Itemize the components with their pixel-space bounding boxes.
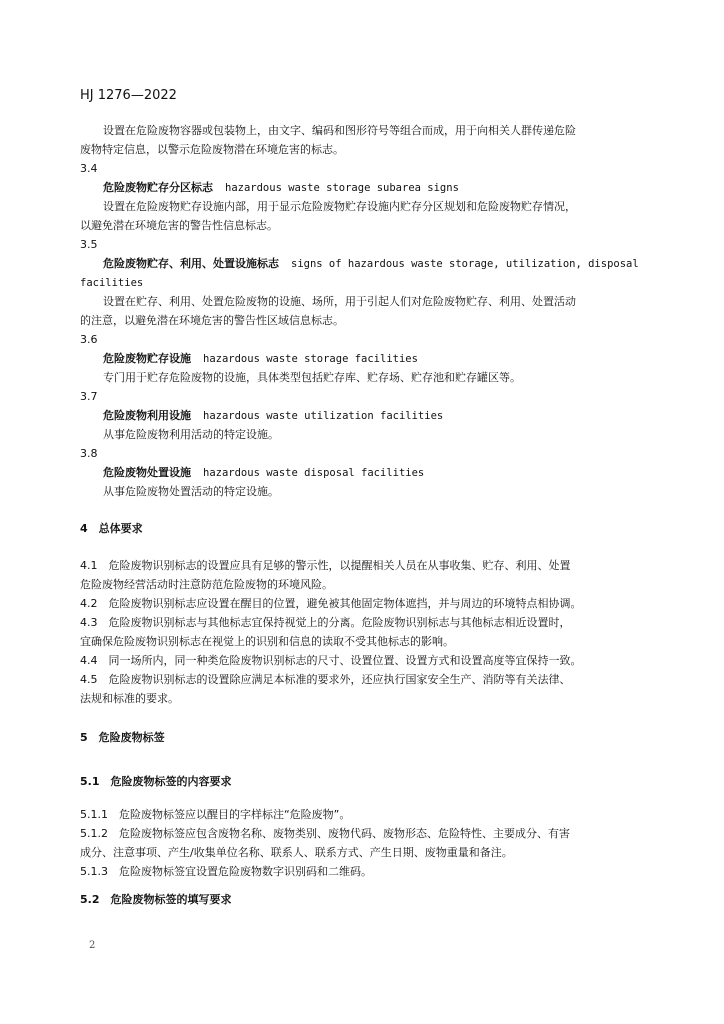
term-3-8-en: hazardous waste disposal facilities [203, 467, 425, 479]
term-3-8-number: 3.8 [80, 447, 98, 460]
term-3-8-title [103, 466, 424, 480]
clause-5-2-heading: 5.2 危险废物标签的填写要求 [80, 893, 232, 906]
clause-4-2: 4.2 危险废物识别标志应设置在醒目的位置，避免被其他固定物体遮挡，并与周边的环境特点相协调。 [80, 597, 582, 610]
clause-5-1-3: 5.1.3 危险废物标签宜设置危险废物数字识别码和二维码。 [80, 865, 372, 878]
term-3-7-title [103, 409, 443, 423]
section-4-heading: 4 总体要求 [80, 522, 143, 535]
term-3-7-number: 3.7 [80, 390, 98, 403]
term-3-4-number: 3.4 [80, 162, 98, 175]
clause-4-3-line-2: 宜确保危险废物识别标志在视觉上的识别和信息的读取不受其他标志的影响。 [80, 635, 454, 648]
term-3-3-definition-line-1: 设置在危险废物容器或包装物上，由文字、编码和图形符号等组合而成，用于向相关人群传递危险 [103, 124, 576, 137]
clause-4-3-line-1: 4.3 危险废物识别标志与其他标志宜保持视觉上的分离。危险废物识别标志与其他标志相近设置时， [80, 616, 571, 629]
term-3-5-en-line-2: facilities [80, 277, 144, 289]
term-3-8-zh: 危险废物处置设施 [103, 466, 191, 479]
term-3-6-definition: 专门用于贮存危险废物的设施，具体类型包括贮存库、贮存场、贮存池和贮存罐区等。 [103, 371, 521, 384]
page-number: 2 [89, 940, 96, 951]
term-3-6-title [103, 352, 418, 366]
term-3-7-zh: 危险废物利用设施 [103, 409, 191, 422]
clause-4-4: 4.4 同一场所内，同一种类危险废物识别标志的尺寸、设置位置、设置方式和设置高度等宜保持一致。 [80, 654, 582, 667]
term-3-4-definition-line-2: 以避免潜在环境危害的警告性信息标志。 [80, 219, 278, 232]
term-3-8-definition: 从事危险废物处置活动的特定设施。 [103, 485, 279, 498]
term-3-4-zh: 危险废物贮存分区标志 [103, 181, 213, 194]
clause-5-1-2-line-1: 5.1.2 危险废物标签应包含废物名称、废物类别、废物代码、废物形态、危险特性、主要成分、有害 [80, 827, 570, 840]
clause-4-5-line-1: 4.5 危险废物识别标志的设置除应满足本标准的要求外，还应执行国家安全生产、消防等有关法律、 [80, 673, 571, 686]
term-3-7-en: hazardous waste utilization facilities [203, 410, 444, 422]
term-3-7-definition: 从事危险废物利用活动的特定设施。 [103, 428, 279, 441]
document-number: HJ 1276—2022 [80, 88, 177, 103]
term-3-6-zh: 危险废物贮存设施 [103, 352, 191, 365]
term-3-4-title [103, 181, 459, 195]
term-3-5-en-line-1: signs of hazardous waste storage, utilization, disposal [291, 258, 639, 270]
term-3-5-title [103, 257, 639, 271]
term-3-6-en: hazardous waste storage facilities [203, 353, 418, 365]
clause-5-1-2-line-2: 成分、注意事项、产生/收集单位名称、联系人、联系方式、产生日期、废物重量和备注。 [80, 846, 513, 859]
term-3-4-en: hazardous waste storage subarea signs [225, 182, 459, 194]
term-3-6-number: 3.6 [80, 333, 98, 346]
term-3-5-definition-line-2: 的注意，以避免潜在环境危害的警告性区域信息标志。 [80, 314, 344, 327]
term-3-5-definition-line-1: 设置在贮存、利用、处置危险废物的设施、场所，用于引起人们对危险废物贮存、利用、处置活动 [103, 295, 576, 308]
clause-4-5-line-2: 法规和标准的要求。 [80, 692, 179, 705]
term-3-5-zh: 危险废物贮存、利用、处置设施标志 [103, 257, 279, 270]
term-3-5-number: 3.5 [80, 238, 98, 251]
section-5-heading: 5 危险废物标签 [80, 731, 165, 744]
term-3-4-definition-line-1: 设置在危险废物贮存设施内部，用于显示危险废物贮存设施内贮存分区规划和危险废物贮存情况， [103, 200, 576, 213]
clause-5-1-1: 5.1.1 危险废物标签应以醒目的字样标注“危险废物”。 [80, 808, 351, 821]
clause-5-1-heading: 5.1 危险废物标签的内容要求 [80, 775, 232, 788]
clause-4-1-line-2: 危险废物经营活动时注意防范危险废物的环境风险。 [80, 578, 333, 591]
clause-4-1-line-1: 4.1 危险废物识别标志的设置应具有足够的警示性，以提醒相关人员在从事收集、贮存、利用、处置 [80, 559, 571, 572]
term-3-3-definition-line-2: 废物特定信息，以警示危险废物潜在环境危害的标志。 [80, 143, 344, 156]
